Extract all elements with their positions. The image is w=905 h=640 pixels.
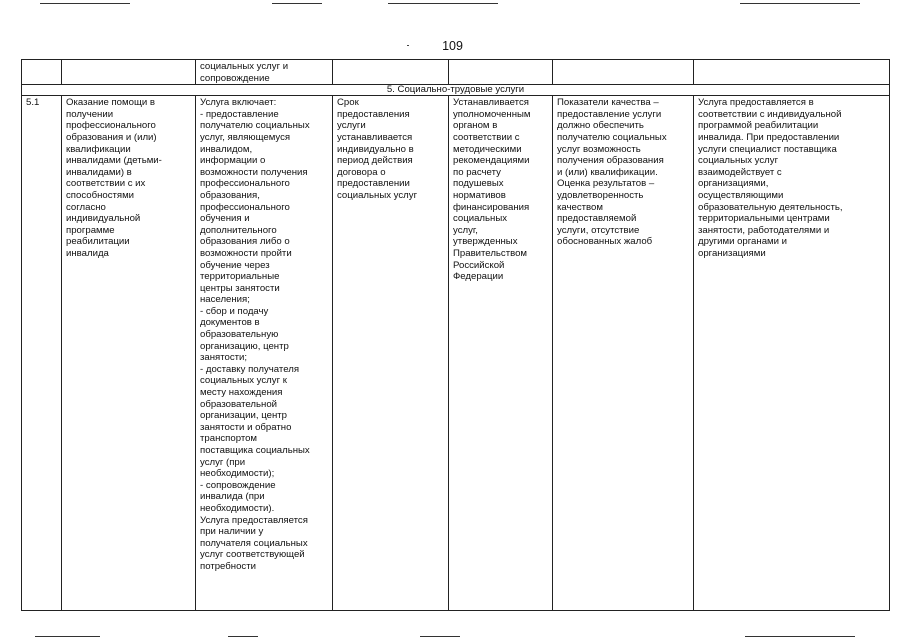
row-number: 5.1 <box>22 96 62 611</box>
section-heading-row <box>22 85 890 96</box>
service-name: Оказание помощи в получении профессионального образования и (или) квалификации инвалидами (детьми- инвалидами) в соответствии с их способностями согласно индивидуальной программе реабилитации инвалида <box>62 96 196 611</box>
scan-artifact-top-mid <box>272 3 322 4</box>
service-term: Срок предоставления услуги устанавливается индивидуально в период действия договора о предоставлении социальных услуг <box>333 96 449 611</box>
scan-artifact-top-mid2 <box>388 3 498 4</box>
continuation-cell-quality <box>553 60 694 85</box>
continuation-cell-num <box>22 60 62 85</box>
scan-artifact-top-left <box>40 3 130 4</box>
continuation-row <box>22 60 890 85</box>
scan-artifact-bottom-mid2 <box>420 636 460 637</box>
scan-artifact-top-right <box>740 3 860 4</box>
continuation-cell-term <box>333 60 449 85</box>
continuation-cell-norms <box>449 60 553 85</box>
service-description: Услуга включает: - предоставление получателю социальных услуг, являющемуся инвалидом, информации о возможности получения профессионального образования, профессионального обучения и дополнительного образования либо о возможности пройти обучение через территориальные центры занятости населения; - сбор и подачу документов в образовательную организацию, центр занятости; - доставку получателя социальных услуг к месту нахождения образовательной организации, центр занятости и обратно транспортом поставщика социальных услуг (при необходимости); - сопровождение инвалида (при необходимости). Услуга предоставляется при наличии у получателя социальных услуг соответствующей потребности <box>196 96 333 611</box>
continuation-cell-description: социальных услуг и сопровождение <box>196 60 333 85</box>
service-norms: Устанавливается уполномоченным органом в соответствии с методическими рекомендациями по расчету подушевых нормативов финансирования социальных услуг, утвержденных Правительством Российской Федерации <box>449 96 553 611</box>
continuation-cell-name <box>62 60 196 85</box>
scan-artifact-bottom-mid <box>228 636 258 637</box>
continuation-cell-conditions <box>694 60 890 85</box>
section-title: 5. Социально-трудовые услуги <box>22 85 890 96</box>
page-number: 109 <box>442 39 463 53</box>
scan-artifact-bottom-right <box>745 636 855 637</box>
table-row <box>22 96 890 611</box>
service-quality: Показатели качества – предоставление услуги должно обеспечить получателю социальных услуг возможность получения образования и (или) квалификации. Оценка результатов – удовлетворенность качеством предоставляемой услуги, отсутствие обоснованных жалоб <box>553 96 694 611</box>
service-conditions: Услуга предоставляется в соответствии с индивидуальной программой реабилитации инвалида. При предоставлении услуги специалист поставщика социальных услуг взаимодействует с организациями, осуществляющими образовательную деятельность, территориальными центрами занятости, работодателями и другими органами и организациями <box>694 96 890 611</box>
scan-artifact-bottom-left <box>35 636 100 637</box>
services-table <box>21 59 890 611</box>
